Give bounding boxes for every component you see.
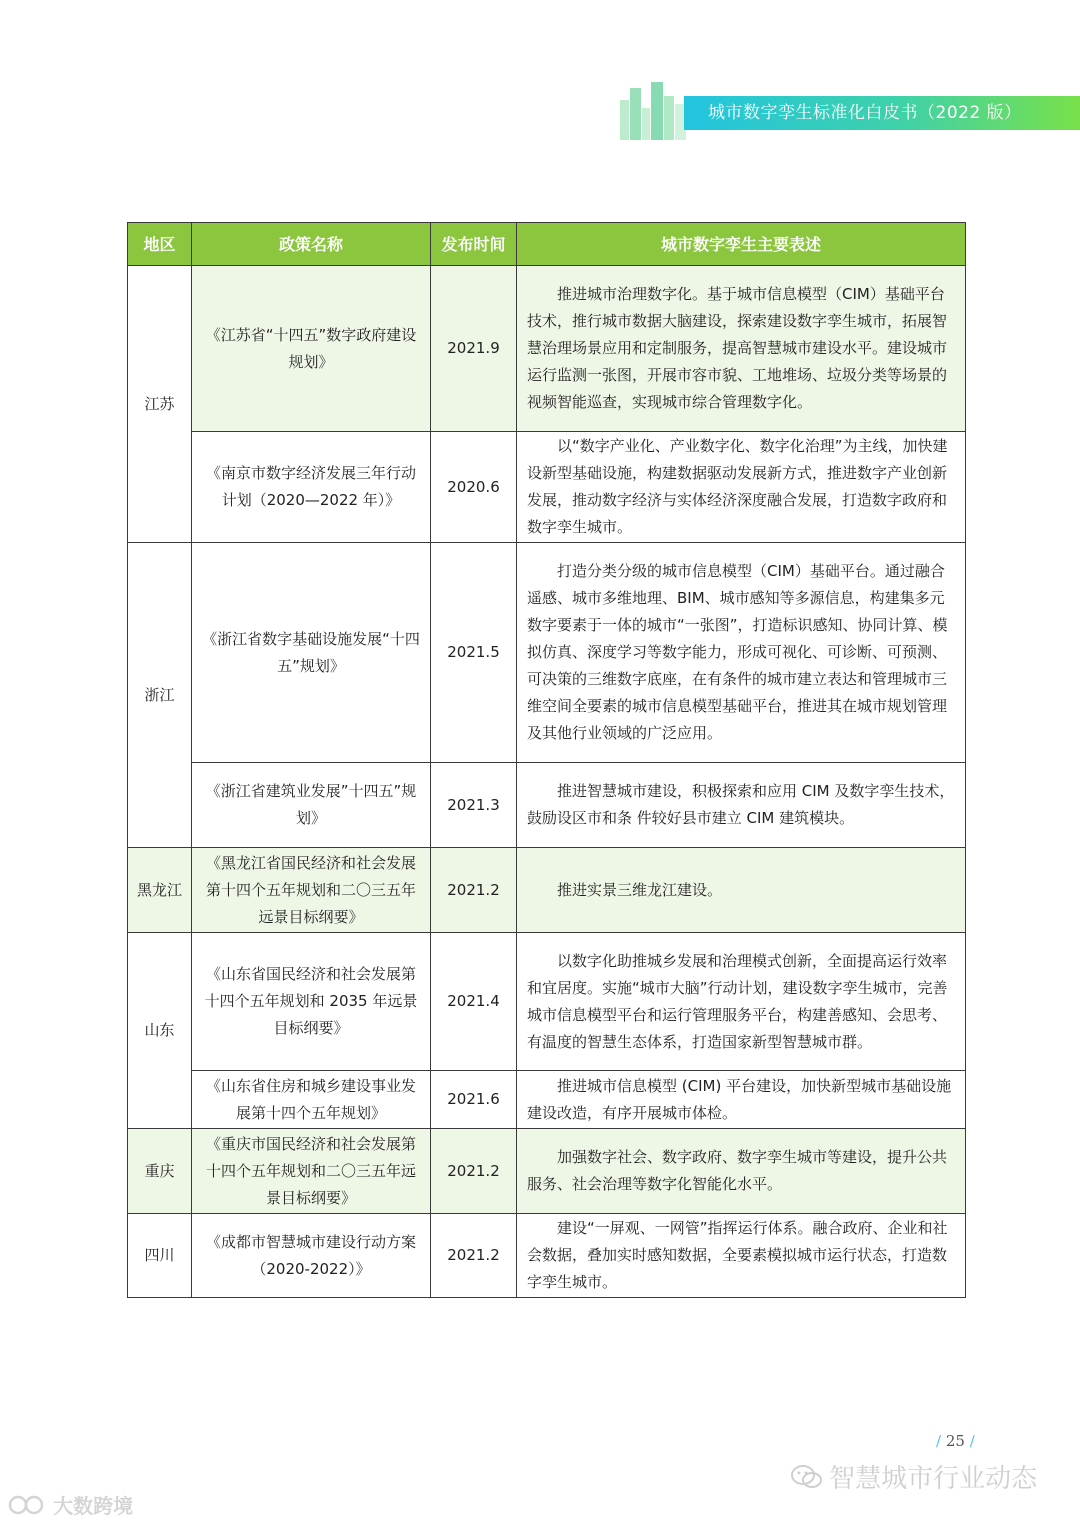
description-cell: 推进城市信息模型 (CIM) 平台建设，加快新型城市基础设施建设改造，有序开展城市体检。 [517,1071,966,1129]
description-cell: 推进城市治理数字化。基于城市信息模型（CIM）基础平台技术，推行城市数据大脑建设，探索建设数字孪生城市，拓展智慧治理场景应用和定制服务，提高智慧城市建设水平。建设城市运行监测一张图，开展市容市貌、工地堆场、垃圾分类等场景的视频智能巡查，实现城市综合管理数字化。 [517,266,966,432]
slash-decoration: / [964,1432,975,1450]
region-cell: 浙江 [128,543,192,848]
table-row [128,266,966,432]
description-cell: 建设“一屏观、一网管”指挥运行体系。融合政府、企业和社会数据，叠加实时感知数据，全要素模拟城市运行状态，打造数字孪生城市。 [517,1214,966,1298]
table-row [128,1071,966,1129]
policy-name-cell: 《成都市智慧城市建设行动方案（2020-2022）》 [192,1214,431,1298]
policy-name-cell: 《黑龙江省国民经济和社会发展第十四个五年规划和二〇三五年远景目标纲要》 [192,848,431,933]
date-cell: 2021.9 [431,266,517,432]
region-cell: 黑龙江 [128,848,192,933]
table-row [128,848,966,933]
col-header-policy-name: 政策名称 [192,223,431,266]
policy-name-cell: 《浙江省数字基础设施发展“十四五”规划》 [192,543,431,763]
date-cell: 2021.6 [431,1071,517,1129]
date-cell: 2021.2 [431,1129,517,1214]
policy-name-cell: 《山东省住房和城乡建设事业发展第十四个五年规划》 [192,1071,431,1129]
col-header-region: 地区 [128,223,192,266]
description-cell: 推进智慧城市建设，积极探索和应用 CIM 及数字孪生技术，鼓励设区市和条 件较好县市建立 CIM 建筑模块。 [517,763,966,848]
table-row [128,763,966,848]
table-row [128,1214,966,1298]
wechat-icon [790,1463,824,1491]
table-header-row [128,223,966,266]
region-cell: 四川 [128,1214,192,1298]
watermark-wechat [790,1458,1037,1498]
description-cell: 以数字化助推城乡发展和治理模式创新，全面提高运行效率和宜居度。实施“城市大脑”行动计划，建设数字孪生城市，完善城市信息模型平台和运行管理服务平台，构建善感知、会思考、有温度的智慧生态体系，打造国家新型智慧城市群。 [517,933,966,1071]
brand-logo-icon [8,1493,48,1517]
date-cell: 2020.6 [431,432,517,543]
col-header-date: 发布时间 [431,223,517,266]
policy-table [127,222,966,1298]
col-header-description: 城市数字孪生主要表述 [517,223,966,266]
watermark-right-text: 智慧城市行业动态 [829,1464,1038,1494]
date-cell: 2021.2 [431,848,517,933]
page-number [936,1432,975,1450]
table-row [128,543,966,763]
region-cell: 江苏 [128,266,192,543]
policy-name-cell: 《浙江省建筑业发展”十四五”规划》 [192,763,431,848]
header-buildings-graphic [618,78,688,140]
description-cell: 打造分类分级的城市信息模型（CIM）基础平台。通过融合遥感、城市多维地理、BIM、城市感知等多源信息，构建集多元数字要素于一体的城市“一张图”，打造标识感知、协同计算、模拟仿真、深度学习等数字能力，形成可视化、可诊断、可预测、可决策的三维数字底座，在有条件的城市建立表达和管理城市三维空间全要素的城市信息模型基础平台，推进其在城市规划管理及其他行业领域的广泛应用。 [517,543,966,763]
policy-name-cell: 《山东省国民经济和社会发展第十四个五年规划和 2035 年远景目标纲要》 [192,933,431,1071]
date-cell: 2021.3 [431,763,517,848]
description-cell: 推进实景三维龙江建设。 [517,848,966,933]
date-cell: 2021.2 [431,1214,517,1298]
page-number-value: 25 [945,1432,965,1450]
slash-decoration: / [936,1432,946,1450]
watermark-left-text: 大数跨境 [53,1494,134,1518]
date-cell: 2021.5 [431,543,517,763]
date-cell: 2021.4 [431,933,517,1071]
policy-name-cell: 《重庆市国民经济和社会发展第十四个五年规划和二〇三五年远景目标纲要》 [192,1129,431,1214]
table-row [128,1129,966,1214]
description-cell: 以“数字产业化、产业数字化、数字化治理”为主线，加快建设新型基础设施，构建数据驱动发展新方式，推进数字产业创新发展，推动数字经济与实体经济深度融合发展，打造数字政府和数字孪生城市。 [517,432,966,543]
policy-name-cell: 《南京市数字经济发展三年行动计划（2020—2022 年）》 [192,432,431,543]
document-title: 城市数字孪生标准化白皮书（2022 版） [708,103,1022,123]
table-row [128,432,966,543]
policy-name-cell: 《江苏省“十四五”数字政府建设规划》 [192,266,431,432]
region-cell: 重庆 [128,1129,192,1214]
table-row [128,933,966,1071]
region-cell: 山东 [128,933,192,1129]
description-cell: 加强数字社会、数字政府、数字孪生城市等建设，提升公共服务、社会治理等数字化智能化水平。 [517,1129,966,1214]
watermark-logo [8,1490,133,1520]
